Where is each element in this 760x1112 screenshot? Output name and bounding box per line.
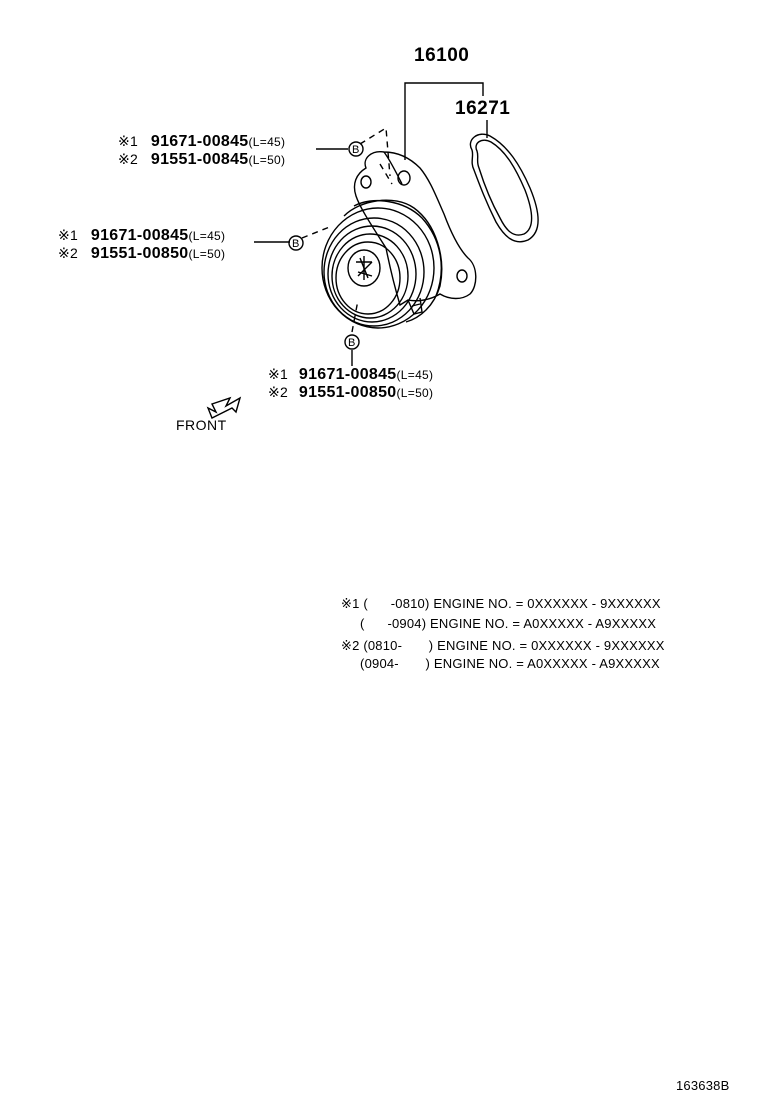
bolt-part-number: 91551-00845 bbox=[150, 151, 249, 168]
callout-b-3-label: B bbox=[348, 337, 356, 349]
bolt-group-2-row2 bbox=[58, 246, 225, 262]
pulley-side-2 bbox=[354, 201, 441, 296]
flange-edge bbox=[384, 152, 402, 184]
flange-hole-1 bbox=[361, 176, 371, 188]
engine-note-3: ※2 (0810- ) ENGINE NO. = 0XXXXXX - 9XXXXXX bbox=[341, 638, 665, 653]
front-direction-label: FRONT bbox=[176, 417, 227, 433]
engine-note-1: ※1 ( -0810) ENGINE NO. = 0XXXXXX - 9XXXXXX bbox=[341, 596, 661, 611]
front-arrow-icon bbox=[208, 398, 240, 418]
bolt-length: (L=50) bbox=[248, 153, 286, 167]
engine-note-4: (0904- ) ENGINE NO. = A0XXXXX - A9XXXXX bbox=[341, 656, 660, 671]
bolt-dash-1b bbox=[380, 164, 392, 184]
engine-note-2: ( -0904) ENGINE NO. = A0XXXXX - A9XXXXX bbox=[341, 616, 657, 631]
flange-hole-3 bbox=[457, 270, 467, 282]
bolt-dash-2 bbox=[302, 226, 332, 238]
bolt-length: (L=50) bbox=[396, 386, 434, 400]
bolt-length: (L=45) bbox=[396, 368, 434, 382]
bolt-mark: ※2 bbox=[118, 151, 139, 167]
bolt-group-3-row1 bbox=[268, 367, 433, 383]
bolt-mark: ※1 bbox=[58, 227, 79, 243]
bolt-part-number: 91551-00850 bbox=[298, 384, 397, 401]
part-number-16100: 16100 bbox=[414, 45, 470, 66]
bolt-mark: ※1 bbox=[118, 133, 139, 149]
bolt-mark: ※2 bbox=[268, 384, 289, 400]
bolt-group-1-row2 bbox=[118, 152, 285, 168]
bolt-group-2-row1 bbox=[58, 228, 225, 244]
callout-b-1-label: B bbox=[352, 144, 360, 156]
pulley-groove-1 bbox=[328, 226, 416, 322]
diagram-code: 163638B bbox=[676, 1078, 730, 1093]
bolt-part-number: 91671-00845 bbox=[150, 133, 249, 150]
bolt-mark: ※2 bbox=[58, 245, 79, 261]
gasket-inner-outline bbox=[476, 140, 532, 235]
callout-b-2-label: B bbox=[292, 238, 300, 250]
bolt-length: (L=45) bbox=[248, 135, 286, 149]
bolt-part-number: 91671-00845 bbox=[298, 366, 397, 383]
bolt-part-number: 91551-00850 bbox=[90, 245, 189, 262]
part-number-16271: 16271 bbox=[455, 98, 511, 119]
lower-tab-2 bbox=[412, 304, 420, 306]
bolt-length: (L=45) bbox=[188, 229, 226, 243]
flange-hole-2 bbox=[398, 171, 410, 185]
pulley-side bbox=[344, 200, 442, 322]
bolt-group-3-row2 bbox=[268, 385, 433, 401]
bolt-mark: ※1 bbox=[268, 366, 289, 382]
bolt-group-1-row1 bbox=[118, 134, 285, 150]
bolt-length: (L=50) bbox=[188, 247, 226, 261]
bolt-part-number: 91671-00845 bbox=[90, 227, 189, 244]
